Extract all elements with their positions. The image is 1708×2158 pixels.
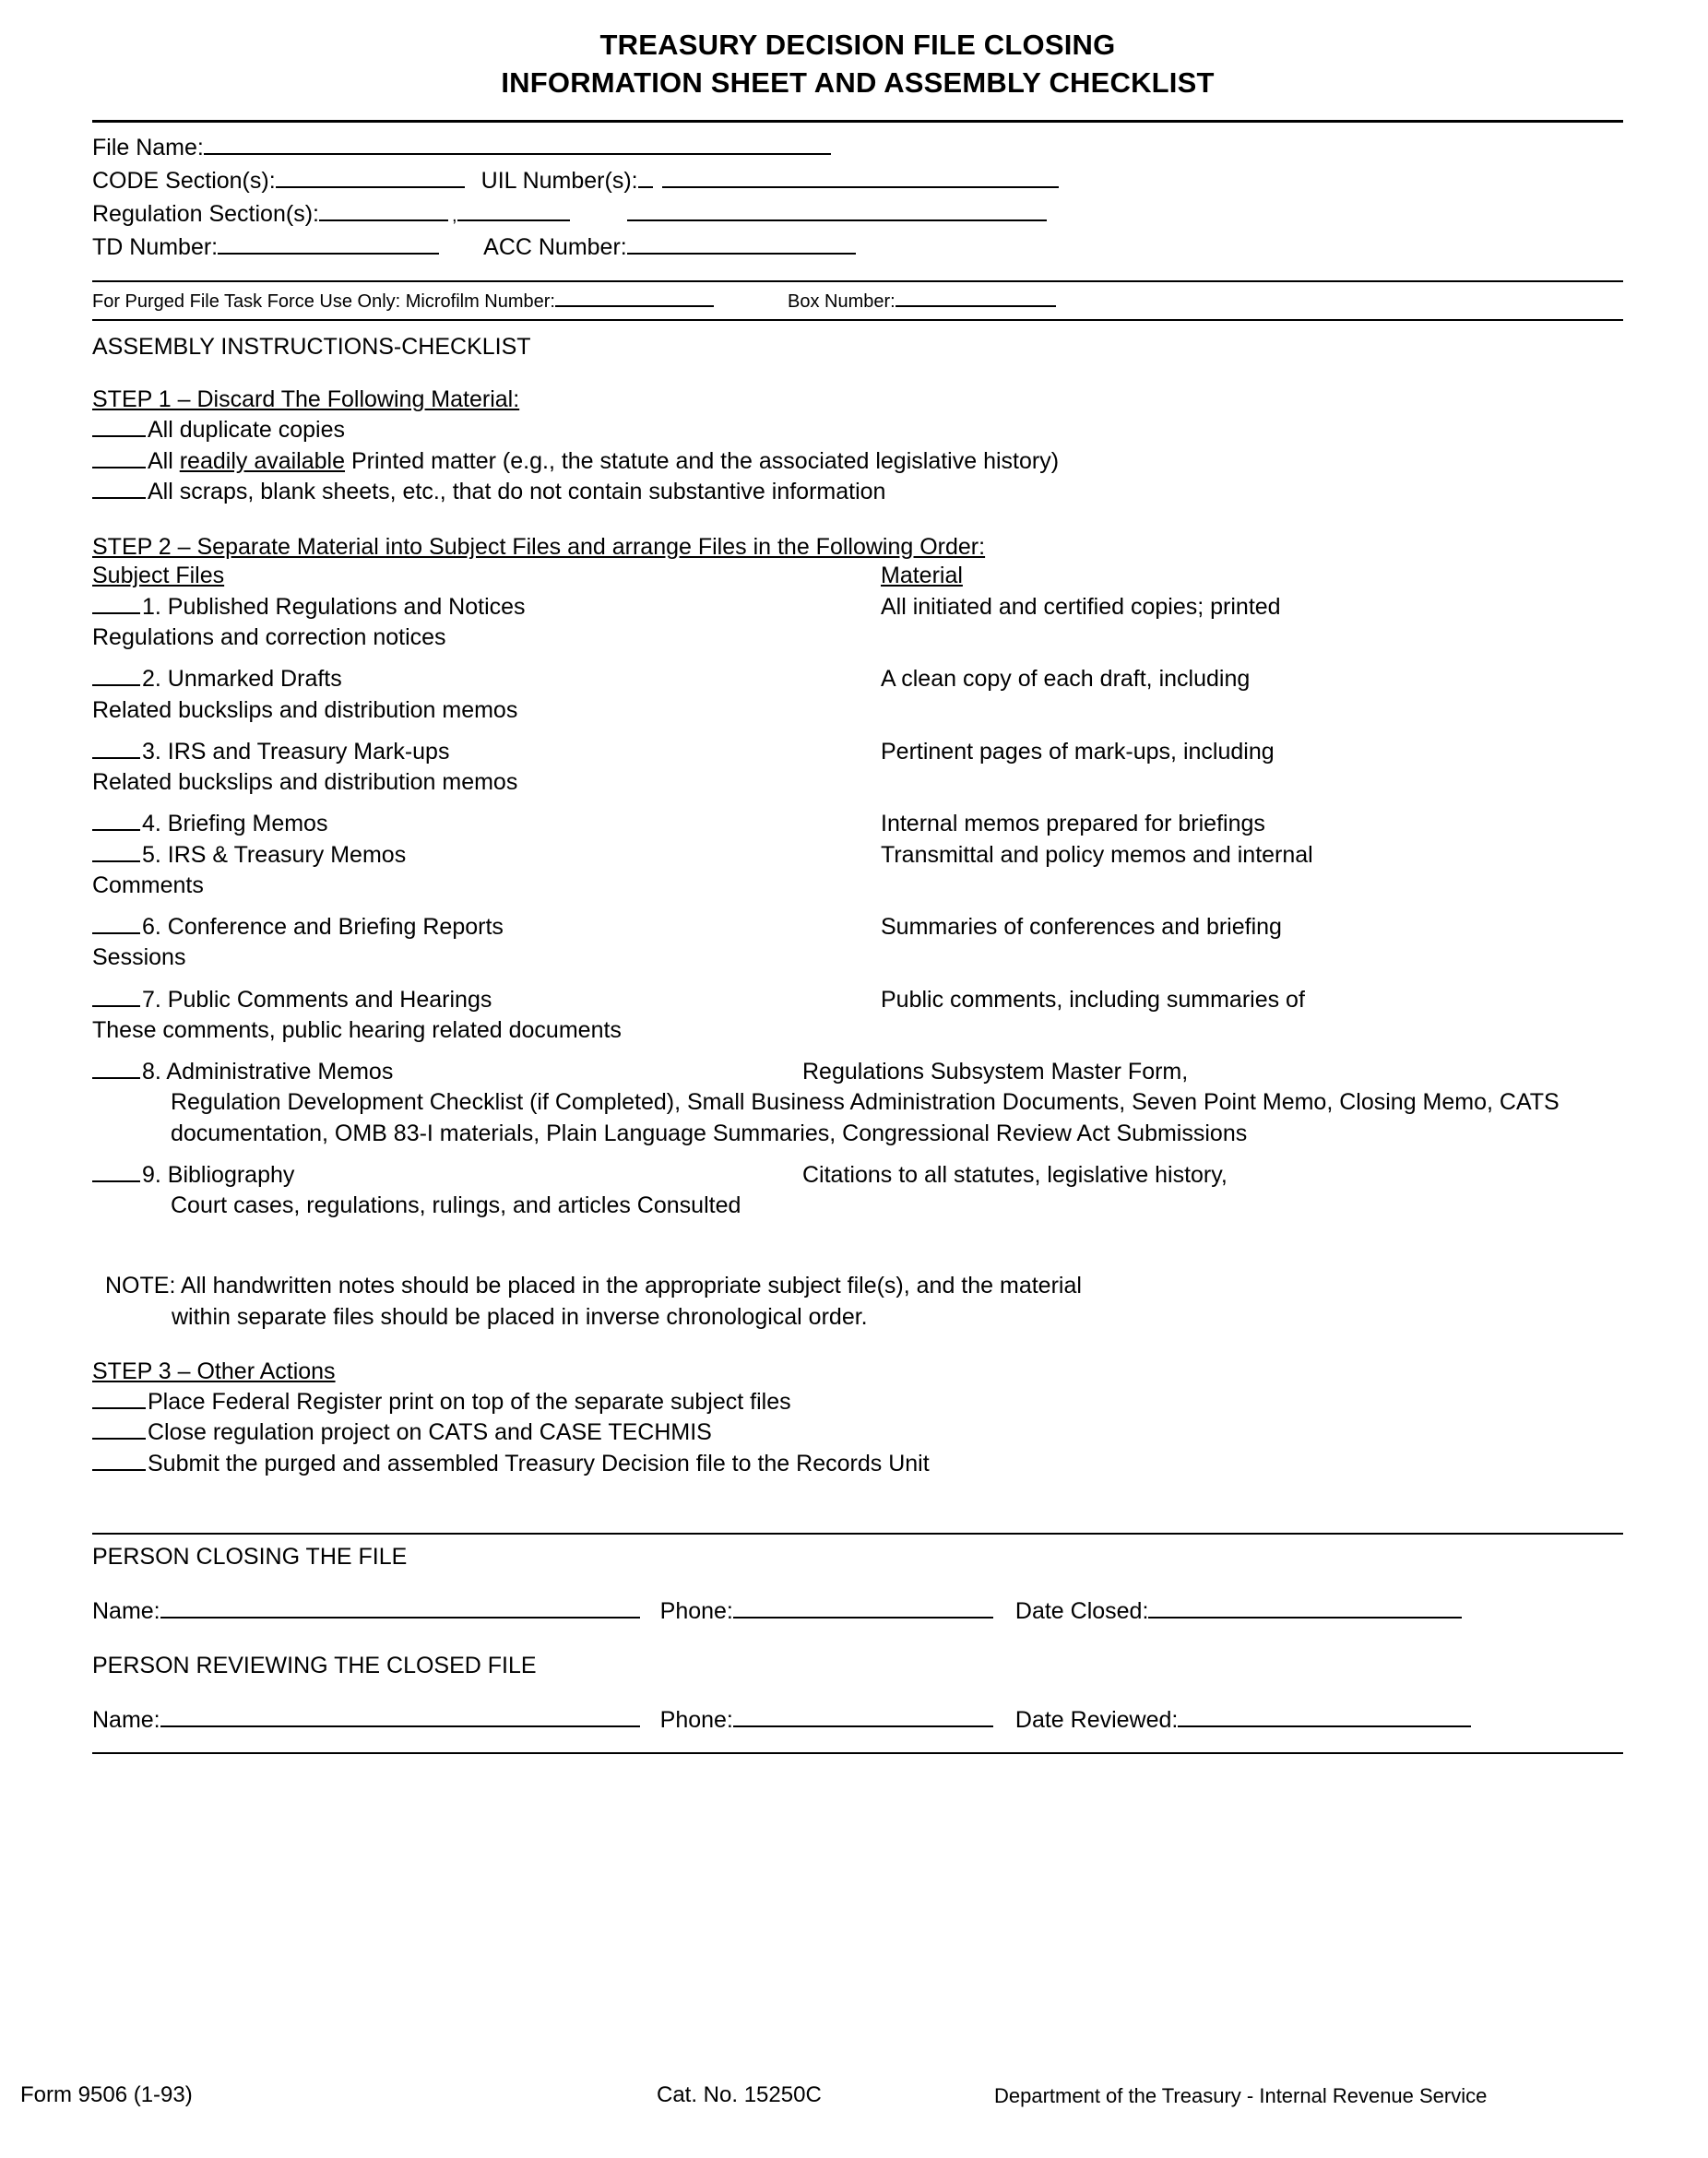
step3-checkbox-3[interactable] (92, 1451, 146, 1471)
step2-row-1-material: All initiated and certified copies; printed (881, 593, 1281, 620)
step3-heading: STEP 3 – Other Actions (92, 1358, 336, 1384)
step2-row-5-subject: 5. IRS & Treasury Memos (142, 841, 407, 868)
reviewing-phone-label: Phone: (659, 1707, 733, 1734)
step3-item-2-text: Close regulation project on CATS and CASE TECHMIS (148, 1419, 712, 1446)
step2-row-2-material: A clean copy of each draft, including (881, 666, 1251, 693)
step1-checkbox-1[interactable] (92, 417, 146, 437)
step2-checkbox-6[interactable] (92, 914, 140, 934)
code-section-input[interactable] (276, 164, 465, 188)
step2-checkbox-7[interactable] (92, 987, 140, 1007)
box-number-input-b[interactable] (918, 289, 1056, 307)
step2-row-6-material: Summaries of conferences and briefing (881, 914, 1282, 941)
step3-item-3 (92, 1449, 1623, 1480)
person-closing-heading: PERSON CLOSING THE FILE (92, 1544, 408, 1571)
closing-phone-label: Phone: (659, 1598, 733, 1625)
step2-row-7-subject: 7. Public Comments and Hearings (142, 986, 492, 1013)
step2-row-9-material: Citations to all statutes, legislative history, (802, 1161, 1228, 1188)
regulation-section-input-b[interactable] (457, 197, 570, 221)
step2-row-3 (92, 737, 1623, 799)
acc-number-label: ACC Number: (483, 234, 627, 261)
page-title (92, 26, 1623, 101)
closing-name-label: Name: (92, 1598, 160, 1625)
header-fields-block (92, 123, 1623, 264)
step2-row-4 (92, 809, 1623, 839)
step3-item-1 (92, 1387, 1623, 1418)
step2-row-7-material-cont: These comments, public hearing related documents (92, 1016, 622, 1043)
field-row-regulation-section: Regulation Section(s): , (92, 197, 1623, 231)
step1-item-2 (92, 446, 1623, 478)
page-title-line-2: INFORMATION SHEET AND ASSEMBLY CHECKLIST (501, 66, 1215, 100)
step2-row-3-material: Pertinent pages of mark-ups, including (881, 738, 1275, 765)
step2-row-4-material-wrap (881, 811, 1265, 836)
step2-checkbox-3[interactable] (92, 739, 140, 759)
uil-number-input-b[interactable] (662, 164, 1059, 188)
step2-row-8 (92, 1057, 1623, 1149)
footer-agency: Department of the Treasury - Internal Revenue Service (994, 2084, 1488, 2107)
step1-item-2-text-post: Printed matter (e.g., the statute and the associated legislative history) (345, 447, 1060, 474)
person-reviewing-heading: PERSON REVIEWING THE CLOSED FILE (92, 1653, 537, 1679)
divider-footer (92, 1752, 1623, 1754)
step1-item-2-text-emph: readily available (179, 447, 346, 474)
date-reviewed-label: Date Reviewed: (1014, 1707, 1179, 1734)
document-body (92, 17, 1623, 1754)
uil-number-label: UIL Number(s): (480, 168, 638, 195)
step2-row-4-material: Internal memos prepared for briefings (881, 811, 1265, 837)
step3-item-3-text: Submit the purged and assembled Treasury Decision file to the Records Unit (148, 1450, 930, 1476)
step2-row-9-subject: 9. Bibliography (142, 1161, 295, 1188)
reviewing-signature-row (92, 1679, 1623, 1734)
assembly-note-line-1: NOTE: All handwritten notes should be placed in the appropriate subject file(s), and the material (105, 1273, 1082, 1299)
step3-checkbox-1[interactable] (92, 1389, 146, 1409)
step1-item-1 (92, 415, 1623, 446)
closing-name-input[interactable] (160, 1595, 640, 1618)
step1-item-3 (92, 477, 1623, 508)
regulation-section-label: Regulation Section(s): (92, 201, 319, 228)
footer-cat-number: Cat. No. 15250C (657, 2082, 822, 2107)
reviewing-name-label: Name: (92, 1707, 160, 1734)
step2-row-9-subject-wrap (92, 1160, 858, 1191)
microfilm-number-input[interactable] (555, 289, 714, 307)
step3-item-2 (92, 1417, 1623, 1449)
step2-row-9-material-cont: Court cases, regulations, rulings, and articles Consulted (171, 1192, 741, 1219)
field-row-code-uil (92, 164, 1623, 197)
step1-item-1-text: All duplicate copies (148, 417, 346, 444)
file-name-input[interactable] (204, 131, 831, 155)
step2-row-3-subject: 3. IRS and Treasury Mark-ups (142, 738, 450, 765)
closing-signature-row (92, 1571, 1623, 1625)
step2-row-5-material-cont: Comments (92, 872, 204, 898)
step2-row-7-subject-wrap (92, 985, 858, 1015)
acc-number-input[interactable] (627, 231, 856, 255)
purged-file-row (92, 282, 1623, 319)
assembly-heading: ASSEMBLY INSTRUCTIONS-CHECKLIST (92, 334, 531, 361)
code-section-label: CODE Section(s): (92, 168, 276, 195)
step2-row-1-subject: 1. Published Regulations and Notices (142, 593, 526, 620)
step2-checkbox-9[interactable] (92, 1162, 140, 1182)
column-header-material: Material (881, 562, 963, 588)
step2-row-3-material-cont: Related buckslips and distribution memos (92, 769, 518, 796)
regulation-section-input-c[interactable] (627, 197, 1047, 221)
step2-row-8-material: Regulations Subsystem Master Form, (802, 1059, 1189, 1085)
step3-checkbox-2[interactable] (92, 1419, 146, 1440)
step2-row-5-material: Transmittal and policy memos and internal (881, 841, 1313, 868)
td-number-input[interactable] (218, 231, 439, 255)
step2-row-6 (92, 912, 1623, 974)
td-number-label: TD Number: (92, 234, 219, 261)
step2-row-9 (92, 1160, 1623, 1222)
step2-row-8-subject: 8. Administrative Memos (142, 1059, 394, 1085)
field-row-td-acc (92, 231, 1623, 264)
date-closed-input[interactable] (1148, 1595, 1462, 1618)
step1-checkbox-3[interactable] (92, 479, 146, 499)
step2-row-1-subject-wrap (92, 592, 858, 622)
step1-heading: STEP 1 – Discard The Following Material: (92, 386, 520, 413)
step2-row-3-subject-wrap (92, 737, 858, 767)
uil-number-input-a[interactable] (638, 164, 653, 188)
page-title-line-1: TREASURY DECISION FILE CLOSING (599, 29, 1116, 61)
step2-row-5-subject-wrap (92, 840, 858, 871)
step2-row-4-subject: 4. Briefing Memos (142, 811, 328, 837)
date-closed-label: Date Closed: (1014, 1598, 1149, 1625)
step2-checkbox-1[interactable] (92, 594, 140, 614)
step2-row-2-subject: 2. Unmarked Drafts (142, 666, 342, 693)
assembly-note (92, 1271, 1623, 1333)
step2-row-8-subject-wrap (92, 1057, 858, 1087)
step1-item-3-text: All scraps, blank sheets, etc., that do not contain substantive information (148, 479, 886, 505)
box-number-label: Box Number: (787, 291, 896, 313)
step2-checkbox-2[interactable] (92, 666, 140, 686)
step2-checkbox-5[interactable] (92, 842, 140, 862)
step1-checkbox-2[interactable] (92, 448, 146, 468)
step2-heading: STEP 2 – Separate Material into Subject Files and arrange Files in the Following Order: (92, 533, 986, 560)
purged-microfilm-label: For Purged File Task Force Use Only: Microfilm Number: (92, 291, 555, 313)
closing-phone-input[interactable] (733, 1595, 993, 1618)
step2-row-5 (92, 840, 1623, 902)
step2-row-4-subject-wrap (92, 809, 858, 839)
reviewing-phone-input[interactable] (733, 1703, 993, 1727)
regulation-section-input-a[interactable] (319, 197, 448, 221)
step2-column-headers (92, 563, 1623, 592)
step2-row-7-material: Public comments, including summaries of (881, 986, 1305, 1013)
step2-row-1 (92, 592, 1623, 654)
step2-row-7 (92, 985, 1623, 1047)
file-name-label: File Name: (92, 135, 204, 161)
assembly-note-line-2: within separate files should be placed in inverse chronological order. (172, 1303, 868, 1330)
step2-row-1-material-cont: Regulations and correction notices (92, 624, 446, 651)
step2-checkbox-4[interactable] (92, 811, 140, 831)
footer-form-number: Form 9506 (1-93) (20, 2082, 193, 2107)
reviewing-name-input[interactable] (160, 1703, 640, 1727)
step2-row-2 (92, 664, 1623, 726)
step2-row-2-material-cont: Related buckslips and distribution memos (92, 696, 518, 723)
step2-checkbox-8[interactable] (92, 1059, 140, 1079)
step2-row-6-subject-wrap (92, 912, 858, 943)
step3-item-1-text: Place Federal Register print on top of the separate subject files (148, 1388, 791, 1415)
step1-item-2-text-pre: All (148, 447, 180, 474)
box-number-input-a[interactable] (896, 289, 918, 307)
step2-row-6-subject: 6. Conference and Briefing Reports (142, 914, 504, 941)
column-header-subject-files: Subject Files (92, 562, 225, 588)
step2-row-8-material-cont: Regulation Development Checklist (if Completed), Small Business Administration Documents, Seven Point Memo, Closing Memo, CATS documentation, OMB 83-I materials, Plain Language Summaries, Congressional Review Act Submissions (171, 1089, 1560, 1146)
date-reviewed-input[interactable] (1178, 1703, 1471, 1727)
field-row-file-name (92, 131, 1623, 164)
step2-row-2-subject-wrap (92, 664, 858, 694)
step2-row-6-material-cont: Sessions (92, 944, 186, 971)
